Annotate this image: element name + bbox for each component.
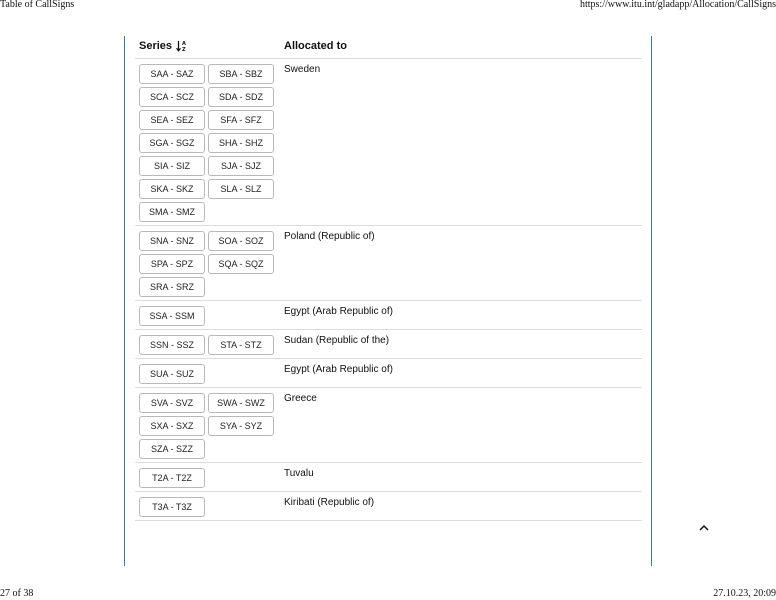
sort-descending-icon[interactable]	[176, 40, 186, 52]
allocated-to-cell: Egypt (Arab Republic of)	[284, 364, 393, 375]
series-button[interactable]: T3A - T3Z	[139, 497, 205, 517]
allocated-to-cell: Sudan (Republic of the)	[284, 335, 390, 346]
table-row	[135, 330, 642, 359]
allocated-to-cell: Tuvalu	[284, 468, 314, 479]
series-button[interactable]: SGA - SGZ	[139, 133, 205, 153]
table-row	[135, 301, 642, 330]
series-button[interactable]: SXA - SXZ	[139, 416, 205, 436]
allocated-to-cell: Greece	[284, 393, 317, 404]
series-button[interactable]: SZA - SZZ	[139, 439, 205, 459]
series-button[interactable]: SMA - SMZ	[139, 202, 205, 222]
series-button[interactable]: SRA - SRZ	[139, 277, 205, 297]
series-button[interactable]: SLA - SLZ	[208, 179, 274, 199]
series-button[interactable]: SVA - SVZ	[139, 393, 205, 413]
print-title: Table of CallSigns	[0, 0, 75, 10]
table-row	[135, 388, 642, 463]
series-cell	[135, 335, 284, 355]
allocated-to-cell: Sweden	[284, 64, 321, 75]
series-button[interactable]: STA - STZ	[208, 335, 274, 355]
series-cell	[135, 393, 284, 459]
print-datetime: 27.10.23, 20:09	[713, 588, 776, 599]
series-button[interactable]: SPA - SPZ	[139, 254, 205, 274]
svg-text:A: A	[182, 41, 186, 47]
svg-text:Z: Z	[182, 47, 186, 52]
chevron-up-icon[interactable]	[697, 521, 711, 533]
series-button[interactable]: SSA - SSM	[139, 306, 205, 326]
series-button[interactable]: SKA - SKZ	[139, 179, 205, 199]
content-panel	[124, 36, 652, 566]
callsign-table	[135, 36, 642, 521]
allocated-to-cell: Poland (Republic of)	[284, 231, 375, 242]
series-cell	[135, 306, 284, 326]
print-page-number: 27 of 38	[0, 588, 34, 599]
series-cell	[135, 64, 284, 222]
series-button[interactable]: SHA - SHZ	[208, 133, 274, 153]
table-row	[135, 359, 642, 388]
table-row	[135, 226, 642, 301]
series-button[interactable]: T2A - T2Z	[139, 468, 205, 488]
table-row	[135, 492, 642, 521]
series-button[interactable]: SJA - SJZ	[208, 156, 274, 176]
series-button[interactable]: SDA - SDZ	[208, 87, 274, 107]
series-cell	[135, 497, 284, 517]
table-header	[135, 36, 642, 59]
table-body	[135, 59, 642, 521]
allocated-to-cell: Egypt (Arab Republic of)	[284, 306, 393, 317]
series-button[interactable]: SAA - SAZ	[139, 64, 205, 84]
series-button[interactable]: SCA - SCZ	[139, 87, 205, 107]
allocated-to-cell: Kiribati (Republic of)	[284, 497, 375, 508]
series-button[interactable]: SIA - SIZ	[139, 156, 205, 176]
series-button[interactable]: SNA - SNZ	[139, 231, 205, 251]
series-cell	[135, 231, 284, 297]
series-button[interactable]: SUA - SUZ	[139, 364, 205, 384]
table-row	[135, 59, 642, 226]
series-button[interactable]: SWA - SWZ	[208, 393, 274, 413]
series-cell	[135, 364, 284, 384]
series-cell	[135, 468, 284, 488]
series-button[interactable]: SYA - SYZ	[208, 416, 274, 436]
series-button[interactable]: SOA - SOZ	[208, 231, 274, 251]
series-button[interactable]: SQA - SQZ	[208, 254, 274, 274]
series-button[interactable]: SFA - SFZ	[208, 110, 274, 130]
series-button[interactable]: SSN - SSZ	[139, 335, 205, 355]
table-row	[135, 463, 642, 492]
series-header-label: Series	[139, 40, 173, 52]
series-button[interactable]: SBA - SBZ	[208, 64, 274, 84]
print-url: https://www.itu.int/gladapp/Allocation/CallSigns	[579, 0, 776, 10]
allocated-column-header: Allocated to	[284, 40, 347, 52]
series-column-header[interactable]	[139, 40, 186, 52]
series-button[interactable]: SEA - SEZ	[139, 110, 205, 130]
